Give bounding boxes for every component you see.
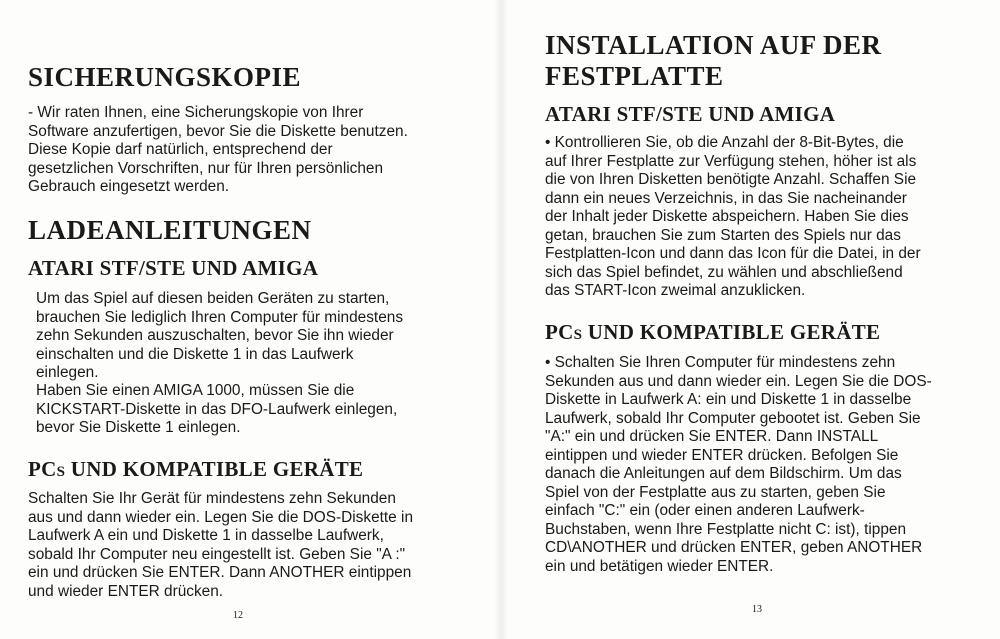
heading-installation-line2: FESTPLATTE xyxy=(545,61,724,91)
atari-paragraph: Um das Spiel auf diesen beiden Geräten zu starten, brauchen Sie lediglich Ihren Computer für mindestens zehn Sekunden auszuschalten, bevor Sie ihn wieder einschalten und die Diskette 1 in das Laufwerk einlegen. xyxy=(36,290,404,381)
heading-pc-compatible: PCs UND KOMPATIBLE GERÄTE xyxy=(28,457,364,481)
pc-install-paragraph: • Schalten Sie Ihren Computer für mindestens zehn Sekunden aus und dann wieder ein. Legen Sie die DOS- Diskette in Laufwerk A: ein und Diskette 1 in dasselbe Laufwerk, sobald Ihr Computer gebootet ist. Geben Sie "A:" ein und drücken Sie ENTER. Dann INSTALL eintippen und wieder ENTER drücken. Befolgen Sie danach die Anleitungen auf dem Bildschirm. Um das Spiel von der Festplatte aus zu starten, geben Sie einfach "C:" ein (oder einen anderen Laufwerk- Buchstaben, wenn Ihre Festplatte nicht C: ist), tippen CD\ANOTHER und drücken ENTER, geben ANOTHER ein und betätigen wieder ENTER. xyxy=(545,354,932,575)
heading-backup: SICHERUNGSKOPIE xyxy=(28,62,302,92)
heading-pc-compatible: PCs UND KOMPATIBLE GERÄTE xyxy=(545,320,881,344)
heading-installation-line1: INSTALLATION AUF DER xyxy=(545,30,882,60)
page-number: 12 xyxy=(233,610,243,621)
backup-paragraph: - Wir raten Ihnen, eine Sicherungskopie von Ihrer Software anzufertigen, bevor Sie die Diskette benutzen. Diese Kopie darf natürlich, entsprechend der gesetzlichen Vorschriften, nur für Ihren persönlichen Gebrauch eingesetzt werden. xyxy=(28,104,408,195)
heading-loading-instructions: LADEANLEITUNGEN xyxy=(28,215,312,245)
amiga-1000-paragraph: Haben Sie einen AMIGA 1000, müssen Sie die KICKSTART-Diskette in das DFO-Laufwerk einlegen, bevor Sie Diskette 1 einlegen. xyxy=(36,382,398,436)
heading-atari-amiga: ATARI STF/STE UND AMIGA xyxy=(28,256,319,280)
heading-atari-amiga: ATARI STF/STE UND AMIGA xyxy=(545,102,836,126)
right-page xyxy=(500,0,1000,639)
pc-paragraph: Schalten Sie Ihr Gerät für mindestens zehn Sekunden aus und dann wieder ein. Legen Sie die DOS-Diskette in Laufwerk A ein und Diskette 1 in dasselbe Laufwerk, sobald Ihr Computer neu eingestellt ist. Geben Sie "A :" ein und drücken Sie ENTER. Dann ANOTHER eintippen und wieder ENTER drücken. xyxy=(28,490,413,600)
page-number: 13 xyxy=(752,604,762,615)
atari-install-paragraph: • Kontrollieren Sie, ob die Anzahl der 8-Bit-Bytes, die auf Ihrer Festplatte zur Verfügung stehen, höher ist als die von Ihren Disketten benötigte Anzahl. Schaffen Sie dann ein neues Verzeichnis, in das Sie nacheinander der Inhalt jeder Diskette abspeichern. Haben Sie dies getan, brauchen Sie zum Starten des Spiels nur das Festplatten-Icon und dann das Icon für die Datei, in der sich das Spiel befindet, zu wählen und abschließend das START-Icon zweimal anzuklicken. xyxy=(545,134,921,299)
